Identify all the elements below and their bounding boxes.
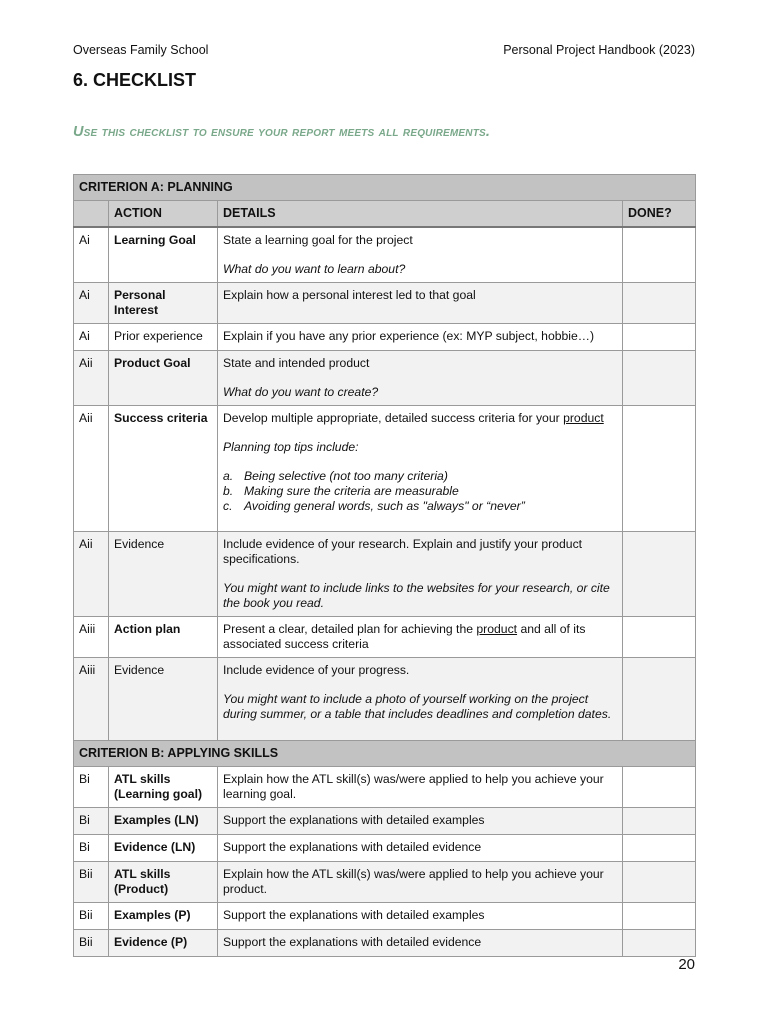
row-action: Evidence	[109, 658, 218, 741]
done-cell[interactable]	[623, 862, 696, 903]
row-action: Action plan	[109, 617, 218, 658]
row-details: Support the explanations with detailed examples	[218, 903, 623, 930]
done-cell[interactable]	[623, 351, 696, 406]
row-action: Product Goal	[109, 351, 218, 406]
row-details	[218, 351, 623, 406]
criterion-a-header	[74, 175, 696, 201]
checklist-table	[73, 174, 696, 957]
detail-text: State and intended product	[223, 356, 370, 370]
row-action: ATL skills (Product)	[109, 862, 218, 903]
tip-letter: a.	[223, 469, 234, 483]
row-action: Learning Goal	[109, 227, 218, 283]
done-cell[interactable]	[623, 658, 696, 741]
detail-text-pre: Present a clear, detailed plan for achieving the	[223, 622, 474, 636]
table-row	[74, 767, 696, 808]
table-row	[74, 617, 696, 658]
row-details	[218, 617, 623, 658]
column-header-row	[74, 201, 696, 228]
row-action: Examples (P)	[109, 903, 218, 930]
col-details-header: DETAILS	[218, 201, 623, 228]
row-action: Examples (LN)	[109, 808, 218, 835]
header-handbook-title: Personal Project Handbook (2023)	[503, 43, 695, 57]
table-row	[74, 808, 696, 835]
col-done-header: DONE?	[623, 201, 696, 228]
done-cell[interactable]	[623, 324, 696, 351]
product-link: product	[476, 622, 518, 636]
table-row	[74, 324, 696, 351]
done-cell[interactable]	[623, 835, 696, 862]
col-code-header	[74, 201, 109, 228]
row-code: Bii	[74, 903, 109, 930]
row-code: Ai	[74, 227, 109, 283]
table-row	[74, 658, 696, 741]
row-code: Bii	[74, 930, 109, 957]
detail-text: Include evidence of your research. Explain and justify your product specifications.	[223, 537, 583, 566]
row-action: Success criteria	[109, 406, 218, 532]
list-item	[223, 469, 617, 484]
detail-note: You might want to include a photo of yourself working on the project during summer, or a table that includes deadlines and completion dates.	[223, 692, 612, 721]
detail-text: State a learning goal for the project	[223, 233, 413, 247]
table-row	[74, 351, 696, 406]
table-row	[74, 406, 696, 532]
tips-list	[223, 469, 617, 514]
row-details	[218, 227, 623, 283]
done-cell[interactable]	[623, 808, 696, 835]
row-details: Explain if you have any prior experience (ex: MYP subject, hobbie…)	[218, 324, 623, 351]
table-row	[74, 862, 696, 903]
tip-text: Avoiding general words, such as "always" or “never”	[244, 499, 525, 513]
criterion-a-label: CRITERION A: PLANNING	[74, 175, 696, 201]
row-action: Prior experience	[109, 324, 218, 351]
done-cell[interactable]	[623, 532, 696, 617]
row-details: Support the explanations with detailed examples	[218, 808, 623, 835]
row-code: Aiii	[74, 658, 109, 741]
criterion-b-label: CRITERION B: APPLYING SKILLS	[74, 741, 696, 767]
row-code: Aiii	[74, 617, 109, 658]
done-cell[interactable]	[623, 283, 696, 324]
detail-text: Include evidence of your progress.	[223, 663, 410, 677]
row-details: Support the explanations with detailed evidence	[218, 835, 623, 862]
detail-note: What do you want to learn about?	[223, 262, 406, 276]
row-code: Bi	[74, 835, 109, 862]
row-details	[218, 406, 623, 532]
header-school-name: Overseas Family School	[73, 43, 209, 57]
row-details: Explain how the ATL skill(s) was/were applied to help you achieve your learning goal.	[218, 767, 623, 808]
row-code: Bi	[74, 767, 109, 808]
criterion-b-header	[74, 741, 696, 767]
done-cell[interactable]	[623, 930, 696, 957]
done-cell[interactable]	[623, 227, 696, 283]
tip-letter: c.	[223, 499, 233, 513]
row-details: Explain how a personal interest led to that goal	[218, 283, 623, 324]
table-row	[74, 835, 696, 862]
detail-note: You might want to include links to the websites for your research, or cite the book you read.	[223, 581, 610, 610]
row-details: Support the explanations with detailed evidence	[218, 930, 623, 957]
table-row	[74, 227, 696, 283]
col-action-header: ACTION	[109, 201, 218, 228]
row-action: ATL skills (Learning goal)	[109, 767, 218, 808]
tip-text: Making sure the criteria are measurable	[244, 484, 459, 498]
row-action: Evidence (LN)	[109, 835, 218, 862]
row-details	[218, 532, 623, 617]
row-code: Aii	[74, 406, 109, 532]
list-item	[223, 484, 617, 499]
done-cell[interactable]	[623, 617, 696, 658]
table-row	[74, 532, 696, 617]
detail-text-post: and all of its associated success criteria	[223, 622, 586, 651]
done-cell[interactable]	[623, 406, 696, 532]
row-action: Evidence (P)	[109, 930, 218, 957]
done-cell[interactable]	[623, 903, 696, 930]
tip-letter: b.	[223, 484, 234, 498]
row-details	[218, 658, 623, 741]
table-row	[74, 903, 696, 930]
list-item	[223, 499, 617, 514]
row-code: Ai	[74, 283, 109, 324]
page-number: 20	[678, 956, 695, 973]
detail-note: Planning top tips include:	[223, 440, 359, 454]
row-code: Bii	[74, 862, 109, 903]
detail-text	[223, 411, 617, 426]
intro-instruction: Use this checklist to ensure your report meets all requirements.	[73, 124, 491, 140]
row-action: Evidence	[109, 532, 218, 617]
table-row	[74, 930, 696, 957]
row-code: Ai	[74, 324, 109, 351]
done-cell[interactable]	[623, 767, 696, 808]
row-details: Explain how the ATL skill(s) was/were applied to help you achieve your product.	[218, 862, 623, 903]
detail-note: What do you want to create?	[223, 385, 379, 399]
page-title: 6. CHECKLIST	[73, 70, 197, 90]
product-link: product	[563, 411, 604, 425]
row-code: Aii	[74, 532, 109, 617]
tip-text: Being selective (not too many criteria)	[244, 469, 448, 483]
row-code: Bi	[74, 808, 109, 835]
row-code: Aii	[74, 351, 109, 406]
table-row	[74, 283, 696, 324]
row-action: Personal Interest	[109, 283, 218, 324]
detail-text-pre: Develop multiple appropriate, detailed success criteria for your	[223, 411, 560, 425]
